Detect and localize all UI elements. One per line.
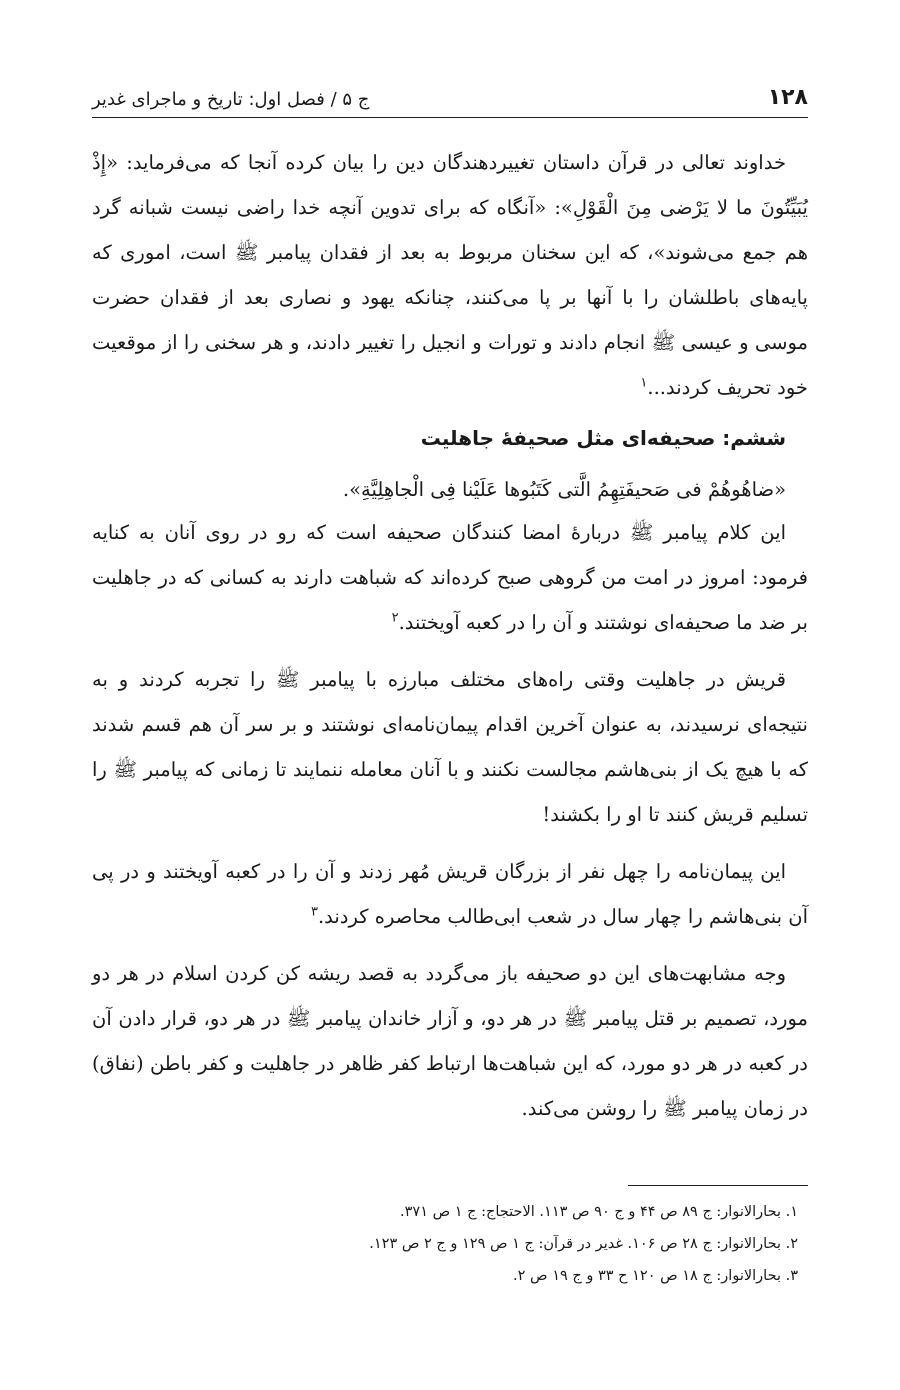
page-header	[92, 66, 808, 110]
footnote-ref-1: ۱	[640, 375, 648, 391]
main-text	[92, 140, 808, 1131]
paragraph-3: قریش در جاهلیت وقتی راه‌های مختلف مبارزه با پیامبر ﷺ را تجربه کردند و به نتیجه‌ای نرسیدند، به عنوان آخرین اقدام پیمان‌نامه‌ای نوشتند و بر سر آن هم قسم شدند که با هیچ یک از بنی‌هاشم مجالست نکنند و با آنان معامله ننمایند تا زمانی که پیامبر ﷺ را تسلیم قریش کنند تا او را بکشند!	[92, 668, 808, 826]
paragraph-4: این پیمان‌نامه را چهل نفر از بزرگان قریش مُهر زدند و آن را در کعبه آویختند و در پی آن بنی‌هاشم را چهار سال در شعب ابی‌طالب محاصره کردند.$^۳$	[92, 860, 808, 928]
footnote-ref-3: ۳	[310, 904, 318, 920]
hadith-quote: «ضاهُوهُمْ فی صَحیفَتِهِمُ الَّتی کَتَبُوها عَلَیْنا فِی الْجاهِلِیَّةِ».	[342, 478, 786, 501]
footnote-ref-2: ۲	[391, 610, 399, 626]
page-number: ۱۲۸	[767, 85, 808, 110]
paragraph-5: وجه مشابهت‌های این دو صحیفه باز می‌گردد به قصد ریشه کن کردن اسلام در هر دو مورد، تصمیم بر قتل پیامبر ﷺ در هر دو، و آزار خاندان پیامبر ﷺ در هر دو، قرار دادن آن در کعبه در هر دو مورد، که این شباهت‌ها ارتباط کفر ظاهر در جاهلیت و کفر باطن (نفاق) در زمان پیامبر ﷺ را روشن می‌کند.	[92, 962, 808, 1120]
footnote-2: ۲. بحارالانوار: ج ۲۸ ص ۱۰۶. غدیر در قرآن: ج ۱ ص ۱۲۹ و ج ۲ ص ۱۲۳.	[369, 1236, 798, 1252]
section-heading: ششم: صحیفه‌ای مثل صحیفهٔ جاهلیت	[420, 426, 786, 450]
section-sixth	[92, 418, 808, 510]
footnotes	[92, 1196, 808, 1292]
footnote-rule	[628, 1185, 808, 1186]
footnote-1: ۱. بحارالانوار: ج ۸۹ ص ۴۴ و ج ۹۰ ص ۱۱۳. الاحتجاج: ج ۱ ص ۳۷۱.	[400, 1204, 798, 1220]
footnote-3: ۳. بحارالانوار: ج ۱۸ ص ۱۲۰ ح ۳۳ و ج ۱۹ ص ۲.	[513, 1268, 798, 1284]
running-head: ج ۵ / فصل اول: تاریخ و ماجرای غدیر	[92, 89, 370, 110]
paragraph-1: خداوند تعالی در قرآن داستان تغییردهندگان دین را بیان کرده آنجا که می‌فرماید: «إِذْ يُبَيِّتُونَ ما لا يَرْضى مِنَ الْقَوْلِ»: «آنگاه که برای تدوین آنچه خدا راضی نیست شبانه گرد هم جمع می‌شوند»، که این سخنان مربوط به بعد از فقدان پیامبر ﷺ است، اموری که پایه‌های باطلشان را با آنها بر پا می‌کنند، چنانکه یهود و نصاری بعد از فقدان حضرت موسی و عیسی ﷺ انجام دادند و تورات و انجیل را تغییر دادند، و هر سخنی را از موقعیت خود تحریف کردند...$^۱$	[92, 151, 808, 399]
header-rule	[92, 117, 808, 118]
paragraph-2: این کلام پیامبر ﷺ دربارهٔ امضا کنندگان صحیفه است که رو در روی آنان به کنایه فرمود: امروز در امت من گروهی صبح کرده‌اند که شباهت دارند به کسانی که در جاهلیت بر ضد ما صحیفه‌ای نوشتند و آن را در کعبه آویختند.$^۲$	[92, 521, 808, 634]
